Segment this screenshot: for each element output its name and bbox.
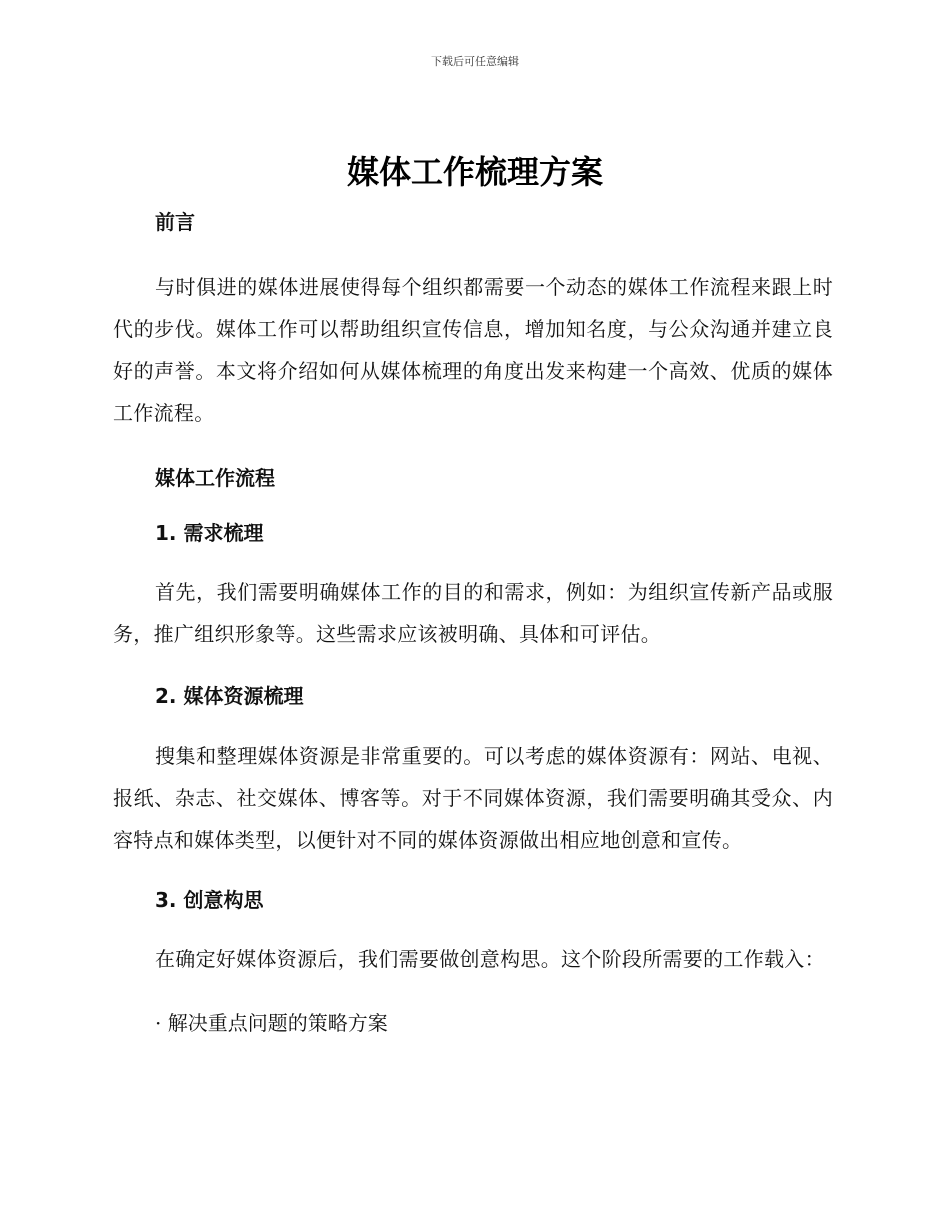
preface-paragraph: 与时俱进的媒体进展使得每个组织都需要一个动态的媒体工作流程来跟上时代的步伐。媒体工作可以帮助组织宣传信息，增加知名度，与公众沟通并建立良好的声誉。本文将介绍如何从媒体梳理的角度出发来构建一个高效、优质的媒体工作流程。 bbox=[113, 275, 833, 425]
workflow-heading: 媒体工作流程 bbox=[155, 466, 275, 490]
step3-paragraph: 在确定好媒体资源后，我们需要做创意构思。这个阶段所需要的工作载入： bbox=[155, 947, 825, 971]
step2-heading: 2. 媒体资源梳理 bbox=[155, 684, 304, 708]
step3-bullet-item: · 解决重点问题的策略方案 bbox=[155, 1011, 388, 1035]
step1-paragraph: 首先，我们需要明确媒体工作的目的和需求，例如：为组织宣传新产品或服务，推广组织形象等。这些需求应该被明确、具体和可评估。 bbox=[113, 580, 833, 646]
step1-heading: 1. 需求梳理 bbox=[155, 521, 264, 545]
document-title: 媒体工作梳理方案 bbox=[346, 153, 603, 191]
step3-heading: 3. 创意构思 bbox=[155, 888, 264, 912]
document-body bbox=[113, 202, 833, 1037]
preface-heading: 前言 bbox=[155, 210, 195, 234]
step2-paragraph: 搜集和整理媒体资源是非常重要的。可以考虑的媒体资源有：网站、电视、报纸、杂志、社交媒体、博客等。对于不同媒体资源，我们需要明确其受众、内容特点和媒体类型，以便针对不同的媒体资源做出相应地创意和宣传。 bbox=[113, 744, 833, 852]
page-header-note: 下载后可任意编辑 bbox=[431, 55, 519, 68]
